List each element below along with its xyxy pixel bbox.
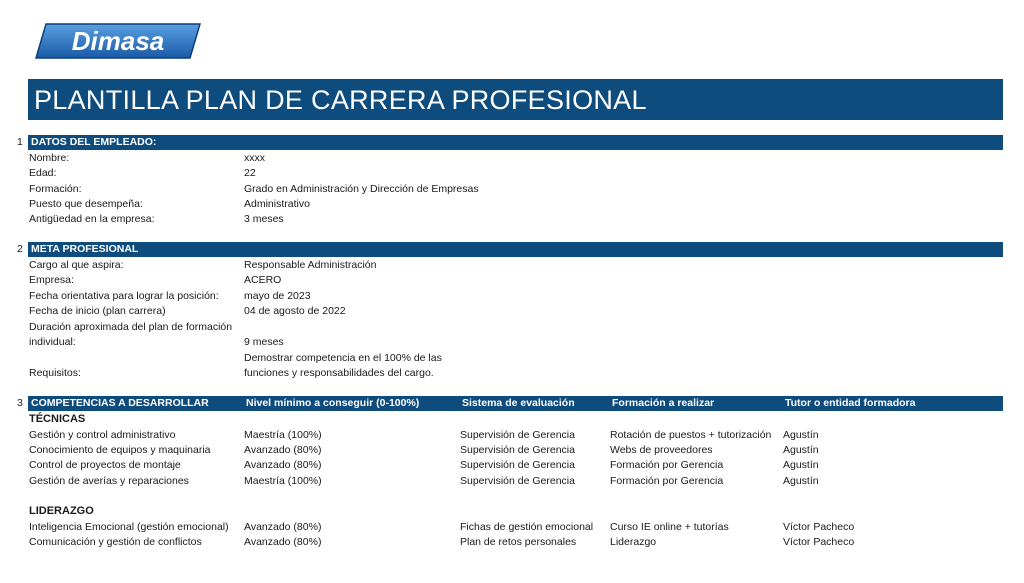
column-header-sistema: Sistema de evaluación [462,397,575,409]
field-value: Administrativo [244,198,310,210]
cell-tutor: Agustín [783,475,819,487]
field-value: 04 de agosto de 2022 [244,305,346,317]
section-header-meta-profesional [28,242,1003,257]
field-value: Demostrar competencia en el 100% de las [244,352,442,364]
cell-competency: Inteligencia Emocional (gestión emocional) [29,521,229,533]
cell-competency: Control de proyectos de montaje [29,459,181,471]
column-header-tutor: Tutor o entidad formadora [785,397,916,409]
section-number: 2 [17,243,23,255]
logo-text: Dimasa [71,26,165,56]
cell-evaluation: Plan de retos personales [460,536,577,548]
cell-evaluation: Fichas de gestión emocional [460,521,594,533]
column-header-formacion: Formación a realizar [612,397,715,409]
cell-competency: Comunicación y gestión de conflictos [29,536,202,548]
cell-tutor: Agustín [783,444,819,456]
cell-evaluation: Supervisión de Gerencia [460,429,575,441]
field-value: 3 meses [244,213,284,225]
field-label: Puesto que desempeña: [29,198,143,210]
cell-evaluation: Supervisión de Gerencia [460,444,575,456]
field-value: Grado en Administración y Dirección de Empresas [244,183,479,195]
field-label: Formación: [29,183,82,195]
cell-tutor: Agustín [783,429,819,441]
cell-training: Formación por Gerencia [610,475,724,487]
field-value: mayo de 2023 [244,290,311,302]
dimasa-logo [34,22,202,60]
section-header-datos-empleado [28,135,1003,150]
cell-level: Avanzado (80%) [244,536,322,548]
column-header-competencias: COMPETENCIAS A DESARROLLAR [31,397,209,409]
cell-tutor: Víctor Pacheco [783,521,855,533]
cell-level: Maestría (100%) [244,429,322,441]
field-value: xxxx [244,152,265,164]
field-value: ACERO [244,274,282,286]
cell-tutor: Víctor Pacheco [783,536,855,548]
field-label: Nombre: [29,152,70,164]
field-label: Cargo al que aspira: [29,259,124,271]
cell-tutor: Agustín [783,459,819,471]
column-header-nivel: Nivel mínimo a conseguir (0-100%) [246,397,420,409]
group-title: TÉCNICAS [29,413,86,425]
cell-level: Avanzado (80%) [244,459,322,471]
cell-evaluation: Supervisión de Gerencia [460,475,575,487]
field-label: Duración aproximada del plan de formación [29,321,233,333]
cell-competency: Gestión y control administrativo [29,429,176,441]
cell-competency: Gestión de averías y reparaciones [29,475,189,487]
cell-training: Webs de proveedores [610,444,713,456]
cell-training: Liderazgo [610,536,657,548]
field-label: Empresa: [29,274,74,286]
section-number: 1 [17,136,23,148]
field-value: Responsable Administración [244,259,377,271]
field-label: individual: [29,336,76,348]
cell-evaluation: Supervisión de Gerencia [460,459,575,471]
cell-level: Maestría (100%) [244,475,322,487]
cell-training: Rotación de puestos + tutorización [610,429,772,441]
section-title: DATOS DEL EMPLEADO: [31,136,157,148]
field-value: 9 meses [244,336,284,348]
field-label: Antigüedad en la empresa: [29,213,155,225]
field-value: 22 [244,167,256,179]
field-label: Fecha de inicio (plan carrera) [29,305,166,317]
cell-training: Formación por Gerencia [610,459,724,471]
cell-level: Avanzado (80%) [244,444,322,456]
section-title: META PROFESIONAL [31,243,139,255]
group-title: LIDERAZGO [29,505,94,517]
cell-training: Curso IE online + tutorías [610,521,729,533]
field-value: funciones y responsabilidades del cargo. [244,367,434,379]
section-number: 3 [17,397,23,409]
field-label: Fecha orientativa para lograr la posición: [29,290,219,302]
field-label: Edad: [29,167,57,179]
field-label: Requisitos: [29,367,81,379]
cell-competency: Conocimiento de equipos y maquinaria [29,444,211,456]
section-header-competencias [28,396,1003,411]
page-title: PLANTILLA PLAN DE CARRERA PROFESIONAL [28,79,1003,120]
cell-level: Avanzado (80%) [244,521,322,533]
